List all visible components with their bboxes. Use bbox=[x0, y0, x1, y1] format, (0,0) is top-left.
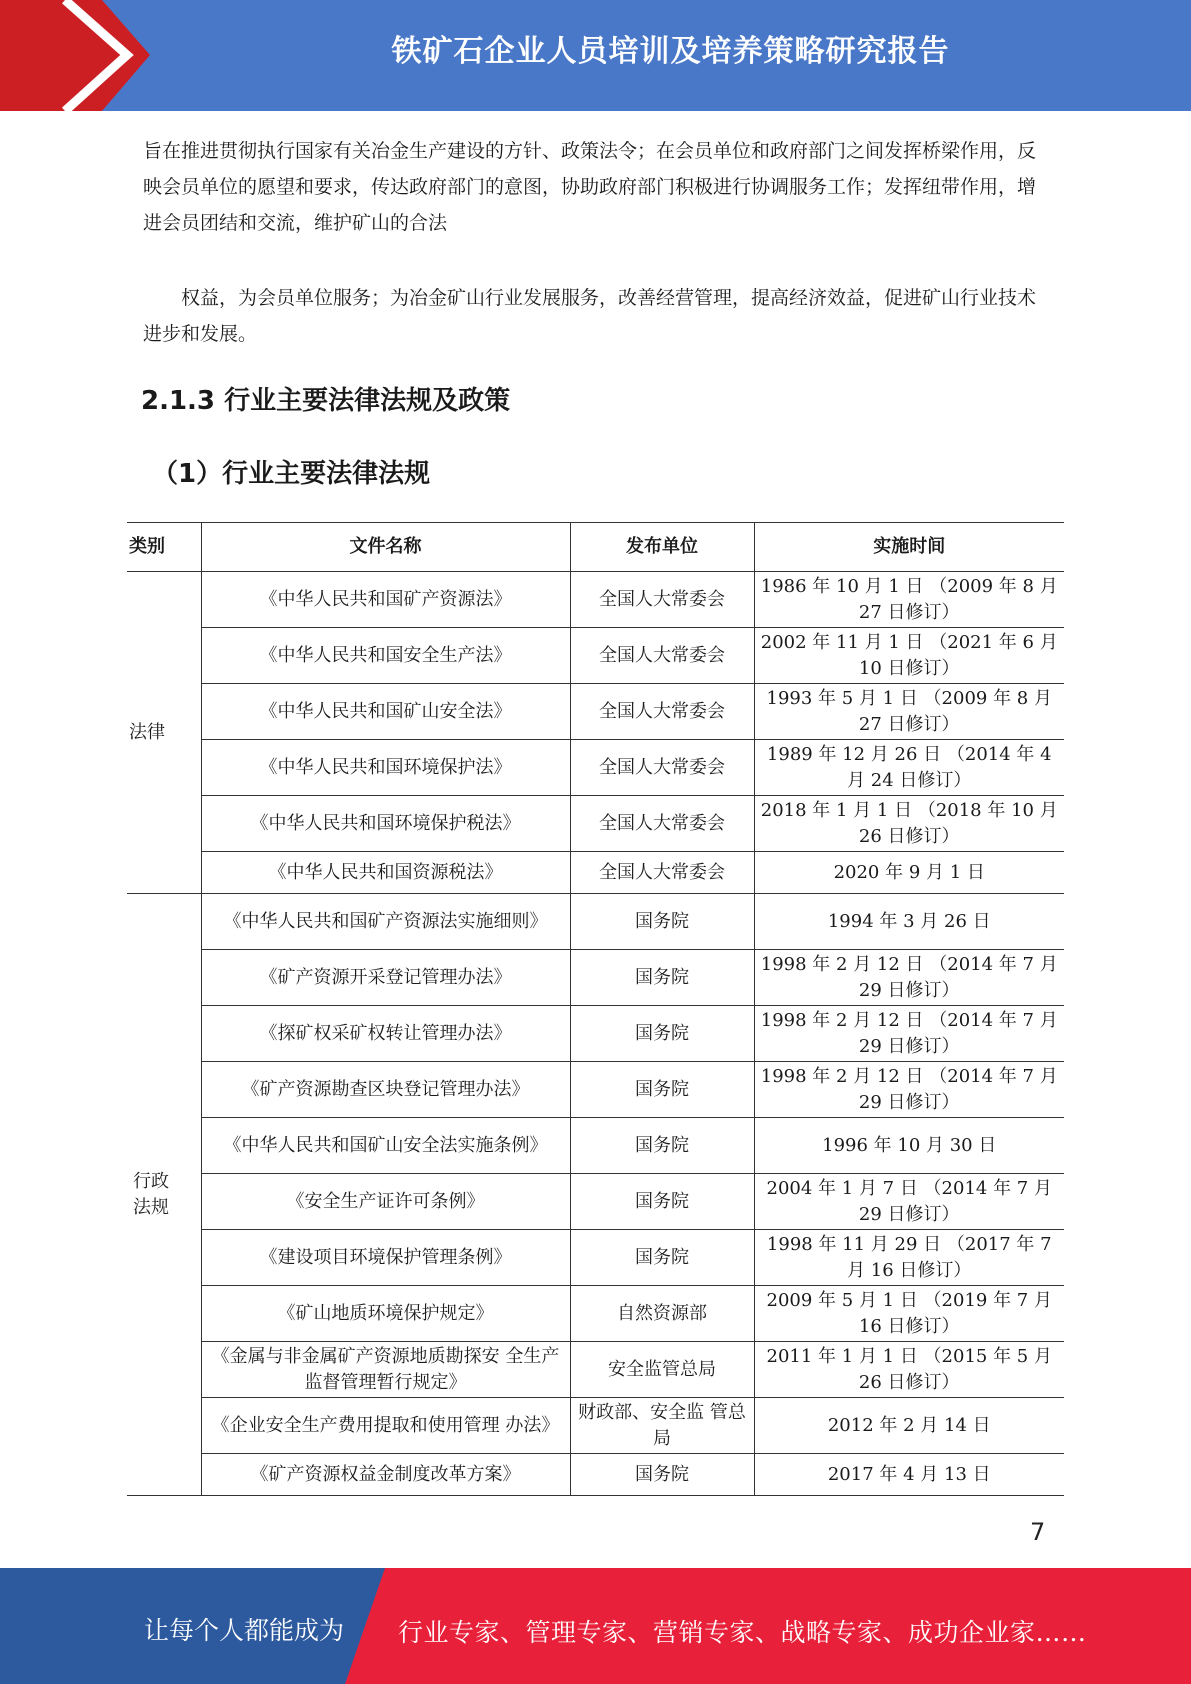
date-cell: 2017 年 4 月 13 日 bbox=[754, 1454, 1064, 1496]
date-cell: 1998 年 11 月 29 日 （2017 年 7 月 16 日修订） bbox=[754, 1230, 1064, 1286]
section-heading: 2.1.3 行业主要法律法规及政策 bbox=[141, 386, 511, 416]
document-name-cell: 《企业安全生产费用提取和使用管理 办法》 bbox=[201, 1398, 570, 1454]
column-header-category: 类别 bbox=[127, 523, 201, 572]
document-name-cell: 《中华人民共和国资源税法》 bbox=[201, 852, 570, 894]
document-name-cell: 《探矿权采矿权转让管理办法》 bbox=[201, 1006, 570, 1062]
date-cell: 2002 年 11 月 1 日 （2021 年 6 月 10 日修订） bbox=[754, 628, 1064, 684]
table-row bbox=[127, 894, 1064, 950]
issuer-cell: 国务院 bbox=[570, 894, 754, 950]
page-number: 7 bbox=[1030, 1518, 1046, 1546]
date-cell: 1993 年 5 月 1 日 （2009 年 8 月 27 日修订） bbox=[754, 684, 1064, 740]
document-name-cell: 《中华人民共和国环境保护法》 bbox=[201, 740, 570, 796]
date-cell: 2020 年 9 月 1 日 bbox=[754, 852, 1064, 894]
issuer-cell: 自然资源部 bbox=[570, 1286, 754, 1342]
laws-regulations-table bbox=[127, 522, 1064, 1496]
document-name-cell: 《矿产资源权益金制度改革方案》 bbox=[201, 1454, 570, 1496]
column-header-issuer: 发布单位 bbox=[570, 523, 754, 572]
document-name-cell: 《建设项目环境保护管理条例》 bbox=[201, 1230, 570, 1286]
table-row bbox=[127, 1230, 1064, 1286]
document-name-cell: 《中华人民共和国矿产资源法》 bbox=[201, 572, 570, 628]
table-row bbox=[127, 1398, 1064, 1454]
document-name-cell: 《中华人民共和国安全生产法》 bbox=[201, 628, 570, 684]
issuer-cell: 全国人大常委会 bbox=[570, 796, 754, 852]
table-row bbox=[127, 852, 1064, 894]
table-row bbox=[127, 684, 1064, 740]
date-cell: 1989 年 12 月 26 日 （2014 年 4 月 24 日修订） bbox=[754, 740, 1064, 796]
table-row bbox=[127, 1006, 1064, 1062]
document-title: 铁矿石企业人员培训及培养策略研究报告 bbox=[391, 34, 950, 69]
date-cell: 2009 年 5 月 1 日 （2019 年 7 月 16 日修订） bbox=[754, 1286, 1064, 1342]
document-name-cell: 《矿产资源勘查区块登记管理办法》 bbox=[201, 1062, 570, 1118]
document-name-cell: 《金属与非金属矿产资源地质勘探安 全生产监督管理暂行规定》 bbox=[201, 1342, 570, 1398]
table-row bbox=[127, 1286, 1064, 1342]
body-paragraph-1: 旨在推进贯彻执行国家有关冶金生产建设的方针、政策法令；在会员单位和政府部门之间发挥桥梁作用，反映会员单位的愿望和要求，传达政府部门的意图，协助政府部门积极进行协调服务工作；发挥纽带作用，增进会员团结和交流，维护矿山的合法 bbox=[143, 140, 1037, 234]
table-row bbox=[127, 572, 1064, 628]
table-row bbox=[127, 740, 1064, 796]
issuer-cell: 全国人大常委会 bbox=[570, 572, 754, 628]
date-cell: 1994 年 3 月 26 日 bbox=[754, 894, 1064, 950]
date-cell: 1998 年 2 月 12 日 （2014 年 7 月 29 日修订） bbox=[754, 950, 1064, 1006]
footer-slogan-left: 让每个人都能成为 bbox=[144, 1616, 345, 1645]
issuer-cell: 国务院 bbox=[570, 950, 754, 1006]
date-cell: 2018 年 1 月 1 日 （2018 年 10 月 26 日修订） bbox=[754, 796, 1064, 852]
date-cell: 1996 年 10 月 30 日 bbox=[754, 1118, 1064, 1174]
issuer-cell: 财政部、安全监 管总局 bbox=[570, 1398, 754, 1454]
table-row bbox=[127, 1118, 1064, 1174]
header-bar bbox=[0, 0, 1191, 111]
issuer-cell: 全国人大常委会 bbox=[570, 852, 754, 894]
table-row bbox=[127, 628, 1064, 684]
document-name-cell: 《安全生产证许可条例》 bbox=[201, 1174, 570, 1230]
document-name-cell: 《中华人民共和国环境保护税法》 bbox=[201, 796, 570, 852]
issuer-cell: 国务院 bbox=[570, 1230, 754, 1286]
date-cell: 2012 年 2 月 14 日 bbox=[754, 1398, 1064, 1454]
category-label-line-1: 行政 bbox=[133, 1170, 169, 1192]
issuer-cell: 国务院 bbox=[570, 1118, 754, 1174]
document-name-cell: 《中华人民共和国矿产资源法实施细则》 bbox=[201, 894, 570, 950]
subsection-heading: （1）行业主要法律法规 bbox=[152, 459, 431, 489]
column-header-effective-date: 实施时间 bbox=[754, 523, 1064, 572]
table-row bbox=[127, 1174, 1064, 1230]
table-header-row bbox=[127, 523, 1064, 572]
issuer-cell: 国务院 bbox=[570, 1062, 754, 1118]
issuer-cell: 安全监管总局 bbox=[570, 1342, 754, 1398]
issuer-cell: 国务院 bbox=[570, 1006, 754, 1062]
document-name-cell: 《中华人民共和国矿山安全法实施条例》 bbox=[201, 1118, 570, 1174]
table-row bbox=[127, 1062, 1064, 1118]
date-cell: 1998 年 2 月 12 日 （2014 年 7 月 29 日修订） bbox=[754, 1006, 1064, 1062]
column-header-document-name: 文件名称 bbox=[201, 523, 570, 572]
table-row bbox=[127, 796, 1064, 852]
issuer-cell: 全国人大常委会 bbox=[570, 740, 754, 796]
document-name-cell: 《中华人民共和国矿山安全法》 bbox=[201, 684, 570, 740]
issuer-cell: 国务院 bbox=[570, 1454, 754, 1496]
category-cell-administrative-regulations bbox=[127, 894, 201, 1496]
document-name-cell: 《矿山地质环境保护规定》 bbox=[201, 1286, 570, 1342]
table-row bbox=[127, 950, 1064, 1006]
category-cell-law: 法律 bbox=[127, 572, 201, 894]
date-cell: 2011 年 1 月 1 日 （2015 年 5 月 26 日修订） bbox=[754, 1342, 1064, 1398]
issuer-cell: 全国人大常委会 bbox=[570, 628, 754, 684]
document-name-cell: 《矿产资源开采登记管理办法》 bbox=[201, 950, 570, 1006]
body-paragraph-2: 权益，为会员单位服务；为冶金矿山行业发展服务，改善经营管理，提高经济效益，促进矿山行业技术进步和发展。 bbox=[143, 287, 1037, 345]
footer-slogan-right: 行业专家、管理专家、营销专家、战略专家、成功企业家…… bbox=[398, 1618, 1087, 1647]
issuer-cell: 全国人大常委会 bbox=[570, 684, 754, 740]
table-row bbox=[127, 1342, 1064, 1398]
table-row bbox=[127, 1454, 1064, 1496]
category-label-line-2: 法规 bbox=[133, 1196, 169, 1218]
issuer-cell: 国务院 bbox=[570, 1174, 754, 1230]
date-cell: 1986 年 10 月 1 日 （2009 年 8 月 27 日修订） bbox=[754, 572, 1064, 628]
date-cell: 1998 年 2 月 12 日 （2014 年 7 月 29 日修订） bbox=[754, 1062, 1064, 1118]
date-cell: 2004 年 1 月 7 日 （2014 年 7 月 29 日修订） bbox=[754, 1174, 1064, 1230]
